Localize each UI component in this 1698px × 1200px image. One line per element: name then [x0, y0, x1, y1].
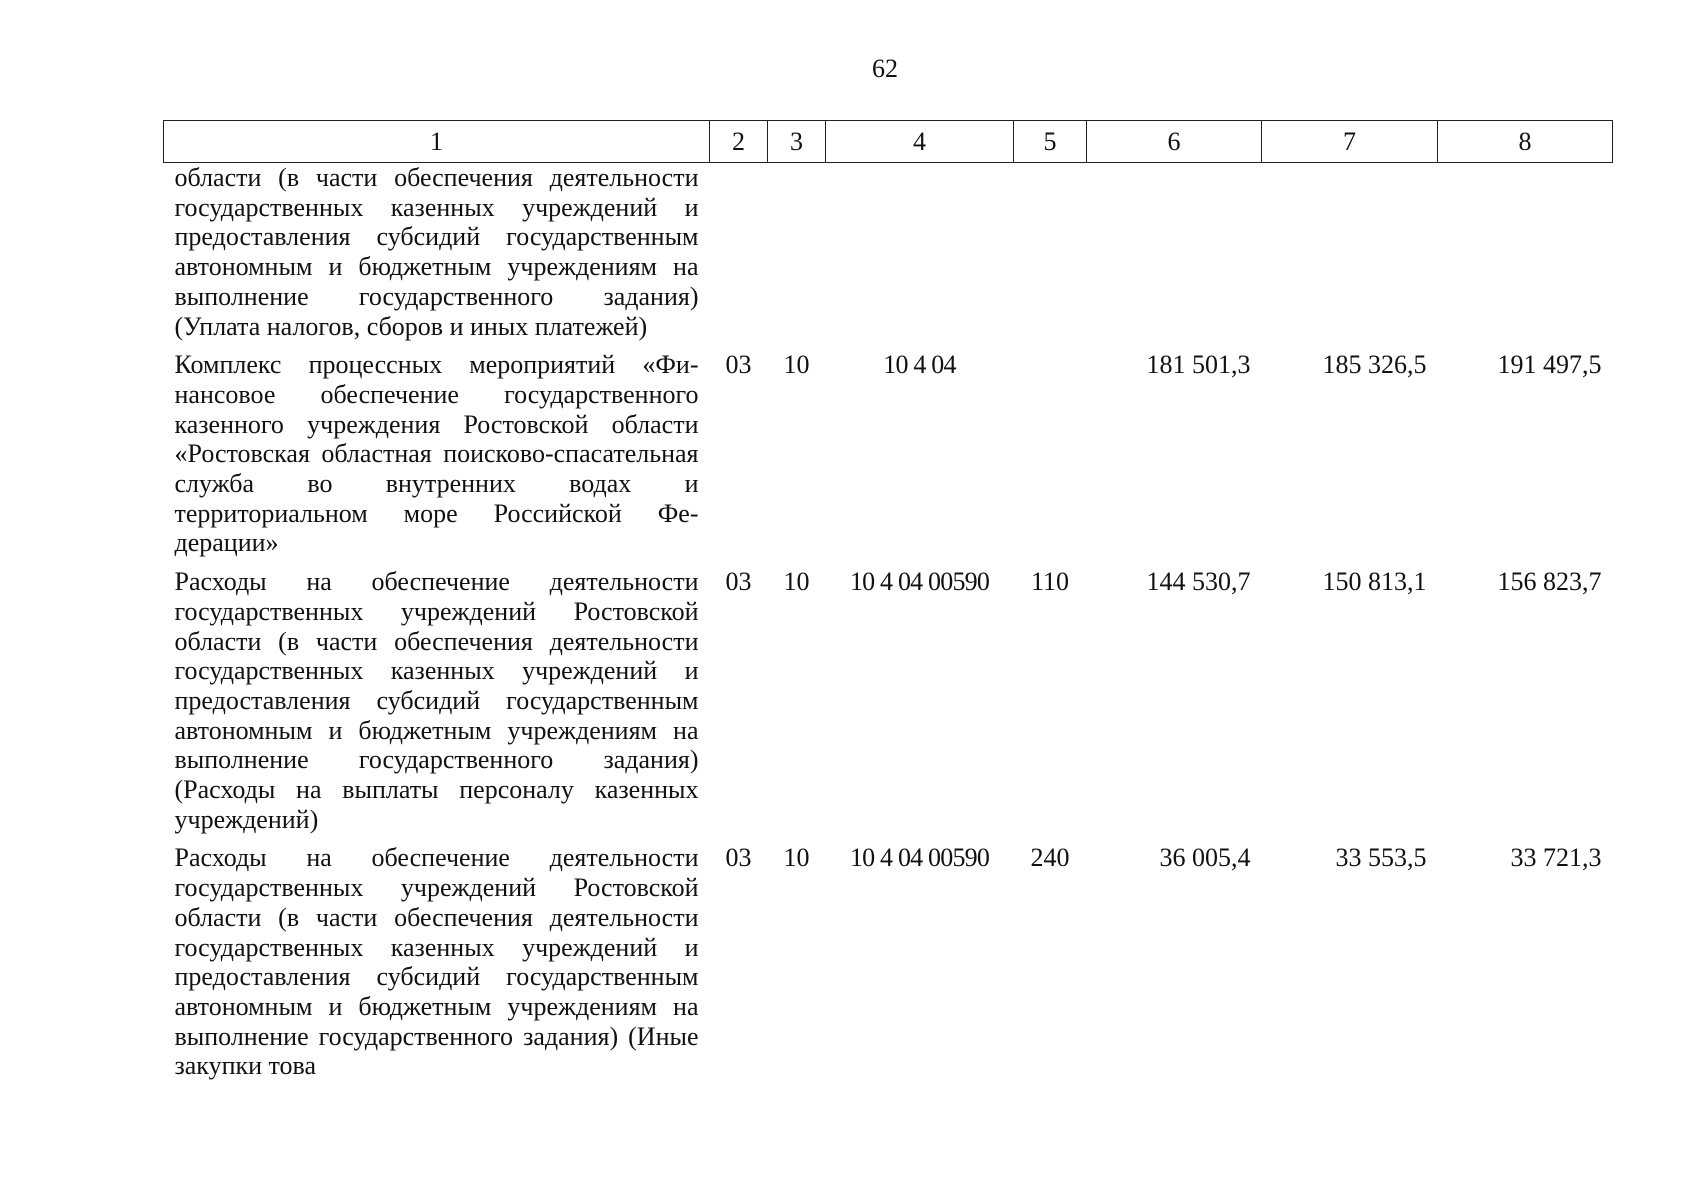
row-year1 — [1087, 163, 1262, 351]
header-col-5: 5 — [1014, 121, 1087, 163]
header-col-7: 7 — [1262, 121, 1438, 163]
header-row — [164, 121, 1613, 163]
row-expense-type: 110 — [1030, 567, 1070, 597]
row-section: 03 — [725, 567, 752, 597]
row-target-article — [826, 163, 1014, 351]
row-section: 03 — [725, 350, 752, 380]
header-col-3: 3 — [768, 121, 826, 163]
row-target-article: 10 4 04 00590 — [849, 567, 990, 597]
row-expense-type: 240 — [1030, 843, 1070, 873]
row-subsection — [768, 163, 826, 351]
header-col-6: 6 — [1087, 121, 1262, 163]
row-year2 — [1262, 163, 1438, 351]
table-row — [164, 163, 1613, 351]
header-col-2: 2 — [710, 121, 768, 163]
table-row — [164, 843, 1613, 1081]
page-number: 62 — [872, 54, 898, 83]
row-subsection: 10 — [783, 350, 810, 380]
row-expense-type — [1014, 163, 1087, 351]
row-year1: 181 501,3 — [1146, 350, 1251, 380]
header-col-8: 8 — [1438, 121, 1613, 163]
table-row — [164, 567, 1613, 843]
row-subsection: 10 — [783, 567, 810, 597]
row-expense-type — [1014, 350, 1087, 567]
row-year3: 33 721,3 — [1510, 843, 1602, 873]
row-subsection: 10 — [783, 843, 810, 873]
table-row — [164, 350, 1613, 567]
header-col-1: 1 — [164, 121, 710, 163]
row-description: Расходы на обеспечение деятельности государственных учреждений Ростовской области (в части обеспечения деятельности государственных казенных учреждений и предоставления субсидий государственным автономным и бюджетным учреждениям на выполнение государственного задания) (Расходы на выплаты персоналу казенных учреждений) — [174, 567, 699, 834]
row-description: Комплекс процессных мероприятий «Финансовое обеспечение государственного казенного учреждения Ростовской области «Ростовская областная поисково-спасательная служба во внутренних водах и территориальном море Российской Федерации» — [174, 350, 699, 558]
row-year2: 33 553,5 — [1335, 843, 1427, 873]
budget-table — [163, 120, 1613, 1081]
row-section — [710, 163, 768, 351]
row-target-article: 10 4 04 00590 — [849, 843, 990, 873]
header-col-4: 4 — [826, 121, 1014, 163]
row-year3 — [1438, 163, 1613, 351]
table-header — [164, 121, 1613, 163]
row-description: области (в части обеспечения деятельности государственных казенных учреждений и предоставления субсидий государственным автономным и бюджетным учреждениям на выполнение государственного задания) (Уплата налогов, сборов и иных платежей) — [174, 163, 699, 341]
row-year3: 191 497,5 — [1497, 350, 1602, 380]
row-section: 03 — [725, 843, 752, 873]
row-year2: 150 813,1 — [1322, 567, 1427, 597]
row-year3: 156 823,7 — [1497, 567, 1602, 597]
row-year1: 144 530,7 — [1146, 567, 1251, 597]
row-year1: 36 005,4 — [1159, 843, 1251, 873]
row-year2: 185 326,5 — [1322, 350, 1427, 380]
row-target-article: 10 4 04 — [883, 350, 956, 380]
row-description: Расходы на обеспечение деятельности государственных учреждений Ростовской области (в части обеспечения деятельности государственных казенных учреждений и предоставления субсидий государственным автономным и бюджетным учреждениям на выполнение государственного задания) (Иные закупки това — [174, 843, 699, 1081]
table-body — [164, 163, 1613, 1082]
